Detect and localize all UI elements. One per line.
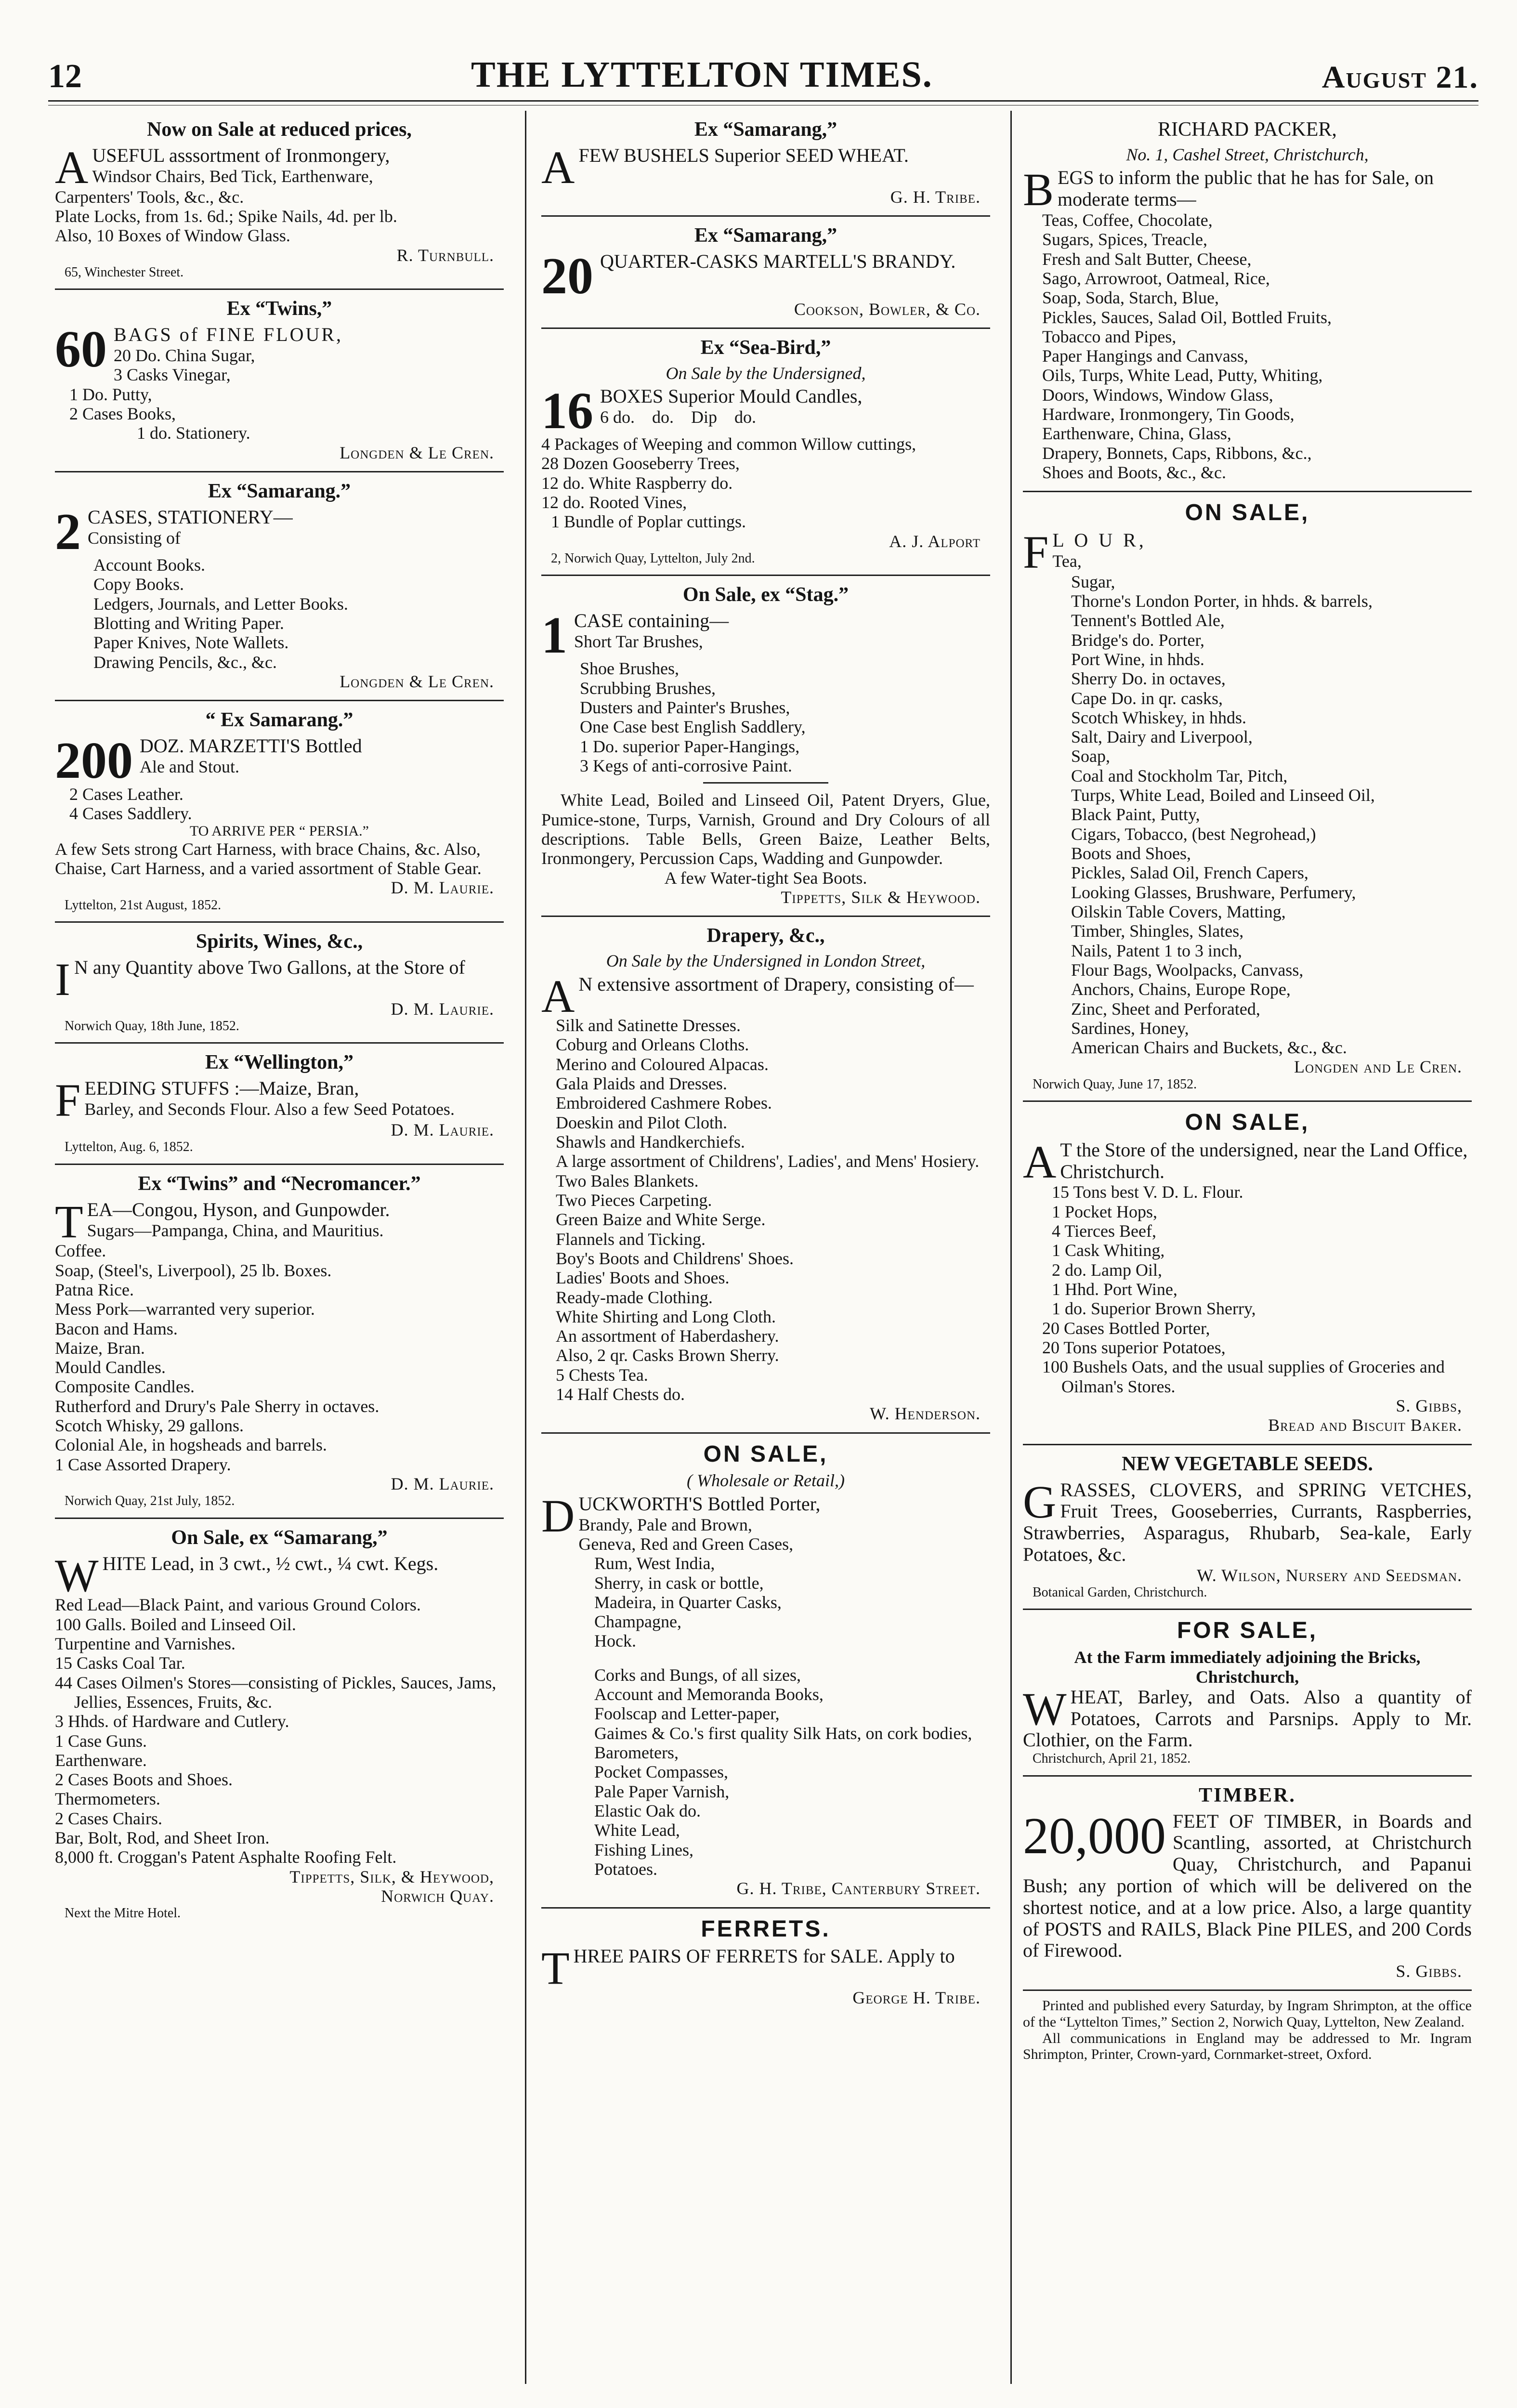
ad-line: Barley, and Seconds Flour. Also a few Seed Potatoes.: [84, 1099, 455, 1119]
ad-line: Cigars, Tobacco, (best Negrohead,): [1071, 824, 1316, 844]
ad-line: Shoe Brushes,: [580, 659, 679, 679]
column-1: [48, 111, 510, 1930]
column-rule-2: [1010, 111, 1012, 2384]
ad-line: Salt, Dairy and Liverpool,: [1071, 727, 1253, 747]
ad-line: Paper Hangings and Canvass,: [1042, 346, 1248, 366]
ad-vegetable-seeds: [1023, 1445, 1472, 1610]
ad-line: Pale Paper Varnish,: [594, 1781, 730, 1801]
ad-line: Sugars—Pampanga, China, and Mauritius.: [87, 1220, 384, 1240]
ad-line: Fresh and Salt Butter, Cheese,: [1042, 249, 1252, 269]
ad-line: QUARTER-CASKS MARTELL'S BRANDY.: [600, 250, 956, 272]
ad-line: Ladies' Boots and Shoes.: [556, 1268, 730, 1288]
ad-address: Norwich Quay, June 17, 1852.: [1033, 1076, 1197, 1092]
ad-line: 2 Cases Chairs.: [55, 1808, 162, 1828]
ad-signature: D. M. Laurie.: [391, 999, 494, 1019]
ad-flour-longden: [1023, 492, 1472, 1102]
ad-line: An assortment of Haberdashery.: [556, 1326, 779, 1346]
ad-line: 6 do. do. Dip do.: [600, 407, 756, 427]
ad-line: 1 Cask Whiting,: [1052, 1241, 1165, 1260]
ad-line: Tea,: [1052, 551, 1082, 571]
ad-line: Sugars, Spices, Treacle,: [1042, 230, 1207, 249]
ad-line: White Lead, Boiled and Linseed Oil, Patent Dryers, Glue, Pumice-stone, Turps, Varnish, Ground and Dry Colours of all descriptions. Table Bells, Green Baize, Leather Belts, Ironmongery, Percussion Caps, Wadding and Gunpowder.: [541, 790, 990, 868]
ad-line: Doors, Windows, Window Glass,: [1042, 385, 1273, 405]
ad-line: Tennent's Bottled Ale,: [1071, 611, 1225, 630]
column-rule-1: [525, 111, 526, 2384]
ad-line: Champagne,: [594, 1612, 681, 1632]
large-number: 20,000: [1023, 1807, 1166, 1865]
drop-cap: B: [1023, 164, 1054, 216]
ad-line: Drapery, Bonnets, Caps, Ribbons, &c.,: [1042, 443, 1312, 463]
column-3: [1016, 111, 1478, 2071]
ad-line: Carpenters' Tools, &c., &c.: [55, 187, 244, 207]
ad-line: Tobacco and Pipes,: [1042, 327, 1177, 346]
ad-line: Flour Bags, Woolpacks, Canvass,: [1071, 960, 1304, 980]
ad-line: Short Tar Brushes,: [574, 632, 703, 652]
ad-address: Lyttelton, Aug. 6, 1852.: [65, 1139, 193, 1155]
ad-line: Boots and Shoes,: [1071, 844, 1191, 864]
ad-address: Botanical Garden, Christchurch.: [1033, 1585, 1207, 1600]
ad-line: Elastic Oak do.: [594, 1801, 701, 1820]
ad-line: Two Bales Blankets.: [556, 1171, 699, 1191]
ad-line: RASSES, CLOVERS, and SPRING VETCHES, Fruit Trees, Gooseberries, Currants, Raspberries, Strawberries, Asparagus, Rhubarb, Sea-kale, Early Potatoes, &c.: [1023, 1479, 1472, 1565]
ad-signature: R. Turnbull.: [396, 245, 494, 265]
ad-address: Next the Mitre Hotel.: [65, 1906, 181, 1921]
ad-line: Maize, Bran.: [55, 1338, 145, 1358]
ad-tea-twins: [55, 1165, 504, 1519]
ad-line: 2 Cases Books,: [69, 404, 176, 423]
newspaper-title: THE LYTTELTON TIMES.: [471, 54, 933, 95]
ad-gibbs-store: [1023, 1102, 1472, 1445]
ad-line: American Chairs and Buckets, &c., &c.: [1071, 1038, 1347, 1058]
ad-line: Red Lead—Black Paint, and various Ground Colors.: [55, 1595, 421, 1615]
ad-line: 20 Tons superior Potatoes,: [1042, 1337, 1226, 1357]
ad-line: 1 Case Guns.: [55, 1731, 147, 1751]
ad-line: White Lead,: [594, 1820, 680, 1840]
ad-line: Patna Rice.: [55, 1280, 134, 1299]
ad-line: Windsor Chairs, Bed Tick, Earthenware,: [92, 166, 373, 186]
ad-line: Soap, Soda, Starch, Blue,: [1042, 288, 1219, 308]
ad-line: Green Baize and White Serge.: [556, 1210, 766, 1230]
ad-signature: W. Wilson, Nursery and Seedsman.: [1197, 1565, 1462, 1585]
ad-line: BOXES Superior Mould Candles,: [600, 385, 863, 407]
ad-line: Earthenware, China, Glass,: [1042, 424, 1231, 444]
ad-line: Fishing Lines,: [594, 1840, 694, 1859]
ad-line: Madeira, in Quarter Casks,: [594, 1592, 782, 1612]
ad-heading: Ex “Samarang,”: [694, 224, 837, 247]
ad-heading: Now on Sale at reduced prices,: [147, 118, 412, 141]
page-number: 12: [48, 57, 82, 95]
ad-line: Sugar,: [1071, 572, 1115, 591]
ad-line: 15 Tons best V. D. L. Flour.: [1052, 1182, 1243, 1202]
ad-line: Timber, Shingles, Slates,: [1071, 921, 1244, 941]
drop-cap: F: [1023, 526, 1049, 578]
ad-line: Paper Knives, Note Wallets.: [93, 633, 289, 653]
drop-cap: G: [1023, 1476, 1057, 1528]
ad-line: 3 Kegs of anti-corrosive Paint.: [580, 756, 792, 776]
ad-line: FEW BUSHELS Superior SEED WHEAT.: [578, 144, 909, 167]
ad-signature: Tippetts, Silk, & Heywood,: [289, 1867, 494, 1886]
ad-heading: RICHARD PACKER,: [1158, 118, 1337, 141]
ad-wheat-farm: [1023, 1610, 1472, 1776]
ad-signature: Longden & Le Cren.: [340, 443, 494, 462]
ad-line: Scotch Whiskey, in hhds.: [1071, 707, 1246, 727]
ad-line: Gaimes & Co.'s first quality Silk Hats, on cork bodies,: [594, 1723, 972, 1743]
ad-heading: Ex “Samarang,”: [694, 118, 837, 141]
ad-signature: G. H. Tribe.: [890, 187, 981, 207]
ad-ironmongery: [55, 111, 504, 290]
ad-line: Geneva, Red and Green Cases,: [578, 1534, 794, 1554]
ad-seed-wheat: [541, 111, 990, 217]
ad-line: Corks and Bungs, of all sizes,: [594, 1665, 801, 1685]
ad-line: Ready-made Clothing.: [556, 1287, 713, 1307]
ad-signature: D. M. Laurie.: [391, 1120, 494, 1139]
ad-line: Turpentine and Varnishes.: [55, 1634, 235, 1653]
ad-line: Bacon and Hams.: [55, 1319, 178, 1338]
ad-line: 1 do. Stationery.: [137, 423, 250, 443]
column-2: [535, 111, 997, 2016]
ad-line: Sherry, in cask or bottle,: [594, 1573, 764, 1593]
ad-line: Ale and Stout.: [140, 757, 239, 777]
ad-line: Mould Candles.: [55, 1358, 166, 1377]
ad-line: DOZ. MARZETTI'S Bottled: [140, 735, 362, 757]
ad-line: 4 Packages of Weeping and common Willow cuttings,: [541, 434, 916, 454]
ad-line: 1 Do. superior Paper-Hangings,: [580, 736, 800, 756]
ad-line: Rutherford and Drury's Pale Sherry in octaves.: [55, 1396, 379, 1416]
ad-line: 14 Half Chests do.: [556, 1385, 685, 1404]
ad-address: Christchurch, April 21, 1852.: [1033, 1751, 1191, 1767]
ad-line: Shoes and Boots, &c., &c.: [1042, 463, 1226, 482]
ad-line: 1 Hhd. Port Wine,: [1052, 1280, 1177, 1299]
ad-address: Norwich Quay, 21st July, 1852.: [65, 1493, 235, 1509]
ad-line: Soap,: [1071, 746, 1110, 766]
drop-cap: T: [55, 1195, 83, 1247]
drop-cap: A: [1023, 1136, 1057, 1188]
ad-line: Black Paint, Putty,: [1071, 805, 1200, 824]
ad-line: White Shirting and Long Cloth.: [556, 1307, 776, 1326]
ad-line: CASE containing—: [574, 610, 729, 632]
ad-marzetti: [55, 701, 504, 923]
ad-line: Rum, West India,: [594, 1554, 715, 1573]
ad-line: N any Quantity above Two Gallons, at the Store of: [74, 956, 465, 979]
ad-line: Sardines, Honey,: [1071, 1018, 1189, 1038]
ad-line: Consisting of: [88, 528, 181, 548]
ad-line: EGS to inform the public that he has for Sale, on moderate terms—: [1058, 167, 1434, 210]
ad-line: Account and Memoranda Books,: [594, 1685, 824, 1704]
large-number: 16: [541, 382, 593, 440]
large-number: 20: [541, 247, 593, 305]
ad-line: Port Wine, in hhds.: [1071, 649, 1204, 669]
ad-line: Potatoes.: [594, 1859, 657, 1879]
ad-line: 1 do. Superior Brown Sherry,: [1052, 1299, 1256, 1319]
ad-signature: A. J. Alport: [889, 531, 981, 551]
ad-ferrets: [541, 1909, 990, 2016]
ad-line: 2 Cases Boots and Shoes.: [55, 1770, 233, 1790]
ad-line: 100 Bushels Oats, and the usual supplies of Groceries and Oilman's Stores.: [1042, 1357, 1445, 1396]
ad-signature: Longden and Le Cren.: [1294, 1057, 1462, 1077]
ad-line: Anchors, Chains, Europe Rope,: [1071, 980, 1291, 999]
ad-line: Account Books.: [93, 555, 205, 575]
ad-stag: [541, 576, 990, 917]
ad-line: EEDING STUFFS :—Maize, Bran,: [84, 1077, 359, 1099]
ad-line: 1 Bundle of Poplar cuttings.: [551, 512, 746, 532]
ad-line: Thorne's London Porter, in hhds. & barrels,: [1071, 591, 1373, 611]
ad-line: Plate Locks, from 1s. 6d.; Spike Nails, 4d. per lb.: [55, 206, 397, 226]
ad-heading: FERRETS.: [701, 1916, 831, 1942]
ad-line: 44 Cases Oilmen's Stores—consisting of Pickles, Sauces, Jams, Jellies, Essences, Fruits, &c.: [55, 1673, 497, 1712]
ad-line: Composite Candles.: [55, 1377, 195, 1397]
ad-line: Pickles, Salad Oil, French Capers,: [1071, 863, 1308, 883]
ad-line: Merino and Coloured Alpacas.: [556, 1054, 769, 1074]
ad-line: Doeskin and Pilot Cloth.: [556, 1112, 728, 1132]
drop-cap: W: [55, 1549, 99, 1601]
masthead-rule: [48, 100, 1478, 102]
ad-address: 2, Norwich Quay, Lyttelton, July 2nd.: [551, 550, 755, 566]
ad-line: 12 do. Rooted Vines,: [541, 492, 687, 512]
ad-line: Bar, Bolt, Rod, and Sheet Iron.: [55, 1828, 270, 1848]
ad-heading: ON SALE,: [1185, 1110, 1310, 1136]
printer-imprint: [1023, 1991, 1472, 2071]
ad-heading: Drapery, &c.,: [706, 925, 825, 947]
drop-cap: D: [541, 1490, 575, 1542]
ad-heading: TIMBER.: [1199, 1784, 1296, 1806]
ad-line: 15 Casks Coal Tar.: [55, 1653, 185, 1673]
ad-line: Silk and Satinette Dresses.: [556, 1016, 741, 1035]
ad-heading: Ex “Twins” and “Necromancer.”: [138, 1172, 421, 1195]
ad-signature: Norwich Quay.: [381, 1886, 494, 1906]
ad-line: USEFUL asssortment of Ironmongery,: [92, 144, 390, 167]
ad-white-lead: [55, 1519, 504, 1930]
ad-line: 3 Hhds. of Hardware and Cutlery.: [55, 1712, 289, 1731]
ad-line: 20 Cases Bottled Porter,: [1042, 1318, 1210, 1338]
drop-cap: F: [55, 1074, 81, 1126]
ad-line: 3 Casks Vinegar,: [114, 365, 231, 385]
ad-candles: [541, 329, 990, 576]
ad-line: N extensive assortment of Drapery, consisting of—: [578, 973, 974, 995]
ad-subheading: On Sale by the Undersigned in London Street,: [606, 951, 926, 971]
ad-line: 1 Do. Putty,: [69, 384, 152, 404]
ad-line: 4 Tierces Beef,: [1052, 1221, 1156, 1241]
ad-duckworth: [541, 1434, 990, 1909]
divider: [703, 782, 828, 784]
ad-line: Sago, Arrowroot, Oatmeal, Rice,: [1042, 268, 1270, 288]
ad-subheading: ( Wholesale or Retail,): [687, 1471, 845, 1491]
ad-line: 1 Pocket Hops,: [1052, 1202, 1157, 1221]
masthead: [48, 38, 1478, 95]
ad-signature: S. Gibbs.: [1396, 1962, 1462, 1981]
ad-line: Earthenware.: [55, 1750, 147, 1770]
ad-line: TO ARRIVE PER “ PERSIA.”: [190, 823, 369, 839]
ad-line: 5 Chests Tea.: [556, 1365, 648, 1385]
drop-cap: A: [541, 970, 575, 1022]
ad-signature: George H. Tribe.: [852, 1988, 981, 2007]
ad-heading: On Sale, ex “Stag.”: [682, 584, 849, 606]
drop-cap: A: [55, 142, 89, 194]
ad-line: HEAT, Barley, and Oats. Also a quantity of Potatoes, Carrots and Parsnips. Apply to Mr. Clothier, on the Farm.: [1023, 1686, 1472, 1751]
ad-line: EA—Congou, Hyson, and Gunpowder.: [87, 1198, 390, 1220]
ad-line: Hock.: [594, 1631, 636, 1651]
ad-subheading: At the Farm immediately adjoining the Bricks, Christchurch,: [1074, 1648, 1421, 1687]
ad-line: Oilskin Table Covers, Matting,: [1071, 902, 1286, 921]
ad-line: Colonial Ale, in hogsheads and barrels.: [55, 1435, 327, 1455]
large-number: 200: [55, 732, 133, 790]
ad-line: Pocket Compasses,: [594, 1762, 728, 1782]
ad-line: Foolscap and Letter-paper,: [594, 1704, 780, 1724]
ad-line: 20 Do. China Sugar,: [114, 346, 255, 366]
large-number: 60: [55, 321, 107, 379]
ad-line: Two Pieces Carpeting.: [556, 1190, 712, 1210]
ad-line: Blotting and Writing Paper.: [93, 614, 284, 633]
ad-line: Bridge's do. Porter,: [1071, 630, 1205, 650]
drop-cap: I: [55, 954, 70, 1006]
drop-cap: T: [541, 1942, 570, 1994]
ad-line: A few Water-tight Sea Boots.: [664, 868, 867, 888]
ad-signature: G. H. Tribe, Canterbury Street.: [736, 1879, 981, 1898]
ad-line: 2 Cases Leather.: [69, 784, 183, 804]
ad-line: Mess Pork—warranted very superior.: [55, 1299, 315, 1319]
ad-heading: On Sale, ex “Samarang,”: [171, 1526, 388, 1549]
ad-timber: [1023, 1777, 1472, 1991]
ad-signature: S. Gibbs,: [1396, 1396, 1462, 1415]
ad-line: Teas, Coffee, Chocolate,: [1042, 210, 1213, 230]
drop-cap: A: [541, 142, 575, 194]
ad-address: 65, Winchester Street.: [65, 264, 184, 280]
ad-subheading: On Sale by the Undersigned,: [666, 363, 866, 383]
ad-line: A large assortment of Childrens', Ladies', and Mens' Hosiery.: [556, 1152, 980, 1171]
ad-line: Turps, White Lead, Boiled and Linseed Oil,: [1071, 785, 1375, 805]
ad-line: 28 Dozen Gooseberry Trees,: [541, 454, 740, 473]
ad-heading: ON SALE,: [703, 1441, 828, 1467]
issue-date: August 21.: [1321, 60, 1478, 95]
ad-line: FEET OF TIMBER, in Boards and Scantling, assorted, at Christchurch Quay, Christchurch, and Papanui Bush; any portion of which will be delivered on the shortest notice, and at a low price. Also, a large quantity of POSTS and RAILS, Black Pine PILES, and 200 Cords of Firewood.: [1023, 1810, 1472, 1962]
ad-line: Scotch Whisky, 29 gallons.: [55, 1416, 244, 1436]
ad-line: Coburg and Orleans Cloths.: [556, 1035, 749, 1055]
ad-line: HITE Lead, in 3 cwt., ½ cwt., ¼ cwt. Kegs.: [102, 1552, 439, 1574]
ad-line: Chaise, Cart Harness, and a varied assortment of Stable Gear.: [55, 859, 482, 878]
ad-subheading: No. 1, Cashel Street, Christchurch,: [1126, 145, 1369, 165]
ad-line: Ledgers, Journals, and Letter Books.: [93, 594, 348, 614]
ad-line: 12 do. White Raspberry do.: [541, 473, 733, 493]
drop-cap: W: [1023, 1683, 1067, 1735]
ad-line: Flannels and Ticking.: [556, 1229, 706, 1249]
ad-richard-packer: [1023, 111, 1472, 492]
imprint-line: All communications in England may be addressed to Mr. Ingram Shrimpton, Printer, Crown-yard, Cornmarket-street, Oxford.: [1023, 2030, 1472, 2063]
ad-signature: Longden & Le Cren.: [340, 672, 494, 692]
ad-line: UCKWORTH'S Bottled Porter,: [578, 1492, 821, 1515]
ad-line: Coffee.: [55, 1241, 106, 1261]
ad-line: L O U R,: [1052, 529, 1147, 551]
ad-heading: FOR SALE,: [1177, 1618, 1318, 1644]
ad-line: Drawing Pencils, &c., &c.: [93, 652, 277, 672]
ad-line: T the Store of the undersigned, near the Land Office, Christchurch.: [1060, 1139, 1468, 1182]
ad-line: BAGS of FINE FLOUR,: [114, 324, 343, 346]
ad-line: Shawls and Handkerchiefs.: [556, 1132, 745, 1152]
ad-line: A few Sets strong Cart Harness, with brace Chains, &c. Also,: [55, 839, 481, 859]
ad-line: Oils, Turps, White Lead, Putty, Whiting,: [1042, 366, 1323, 385]
ad-line: CASES, STATIONERY—: [88, 506, 293, 528]
ad-line: Looking Glasses, Brushware, Perfumery,: [1071, 882, 1356, 902]
ad-stationery: [55, 472, 504, 701]
ad-line: Gala Plaids and Dresses.: [556, 1074, 727, 1094]
ad-feeding-stuffs: [55, 1044, 504, 1165]
ad-address: Lyttelton, 21st August, 1852.: [65, 897, 222, 913]
ad-heading: Ex “Wellington,”: [205, 1051, 354, 1074]
ad-line: 1 Case Assorted Drapery.: [55, 1454, 231, 1474]
ad-signature: Tippetts, Silk & Heywood.: [781, 887, 981, 907]
ad-signature: W. Henderson.: [869, 1404, 981, 1424]
ad-drapery: [541, 917, 990, 1434]
large-number: 1: [541, 607, 567, 665]
ad-line: Cape Do. in qr. casks,: [1071, 688, 1223, 708]
ad-flour-twins: [55, 290, 504, 472]
ad-line: Coal and Stockholm Tar, Pitch,: [1071, 766, 1288, 785]
ad-line: Dusters and Painter's Brushes,: [580, 698, 790, 718]
ad-line: Nails, Patent 1 to 3 inch,: [1071, 941, 1242, 960]
ad-line: Soap, (Steel's, Liverpool), 25 lb. Boxes.: [55, 1260, 332, 1280]
ad-line: Pickles, Sauces, Salad Oil, Bottled Fruits,: [1042, 307, 1332, 327]
ad-line: Also, 10 Boxes of Window Glass.: [55, 226, 290, 246]
ad-line: 4 Cases Saddlery.: [69, 803, 192, 823]
large-number: 2: [55, 503, 81, 561]
ad-signature: D. M. Laurie.: [391, 1474, 494, 1494]
ad-line: One Case best English Saddlery,: [580, 717, 806, 737]
ad-line: Hardware, Ironmongery, Tin Goods,: [1042, 405, 1295, 424]
ad-line: 8,000 ft. Croggan's Patent Asphalte Roofing Felt.: [55, 1847, 397, 1867]
ad-signature: Bread and Biscuit Baker.: [1268, 1415, 1462, 1435]
ad-line: Sherry Do. in octaves,: [1071, 669, 1226, 689]
ad-signature: Cookson, Bowler, & Co.: [794, 300, 981, 319]
ad-line: Also, 2 qr. Casks Brown Sherry.: [556, 1346, 779, 1365]
ad-spirits: [55, 923, 504, 1044]
ad-heading: “ Ex Samarang.”: [205, 709, 353, 732]
ad-signature: D. M. Laurie.: [391, 878, 494, 898]
ad-line: Thermometers.: [55, 1789, 160, 1809]
imprint-line: Printed and published every Saturday, by Ingram Shrimpton, at the office of the “Lyttelton Times,” Section 2, Norwich Quay, Lyttelton, New Zealand.: [1023, 1998, 1472, 2030]
ad-heading: Ex “Samarang.”: [208, 480, 351, 502]
ad-line: Brandy, Pale and Brown,: [578, 1515, 752, 1534]
ad-heading: ON SALE,: [1185, 500, 1310, 526]
ad-heading: Spirits, Wines, &c.,: [196, 930, 363, 953]
ad-heading: Ex “Sea-Bird,”: [700, 337, 831, 359]
ad-line: 100 Galls. Boiled and Linseed Oil.: [55, 1614, 296, 1634]
ad-address: Norwich Quay, 18th June, 1852.: [65, 1019, 239, 1034]
ad-line: 2 do. Lamp Oil,: [1052, 1260, 1162, 1280]
ad-line: HREE PAIRS OF FERRETS for SALE. Apply to: [573, 1945, 955, 1967]
ad-line: Boy's Boots and Childrens' Shoes.: [556, 1248, 794, 1268]
ad-line: Scrubbing Brushes,: [580, 678, 716, 698]
ad-brandy: [541, 217, 990, 329]
ad-heading: Ex “Twins,”: [226, 298, 332, 320]
ad-line: Copy Books.: [93, 575, 184, 594]
ad-line: Embroidered Cashmere Robes.: [556, 1093, 772, 1113]
ad-line: Zinc, Sheet and Perforated,: [1071, 999, 1260, 1019]
ad-line: Barometers,: [594, 1743, 679, 1762]
ad-heading: NEW VEGETABLE SEEDS.: [1122, 1453, 1373, 1475]
